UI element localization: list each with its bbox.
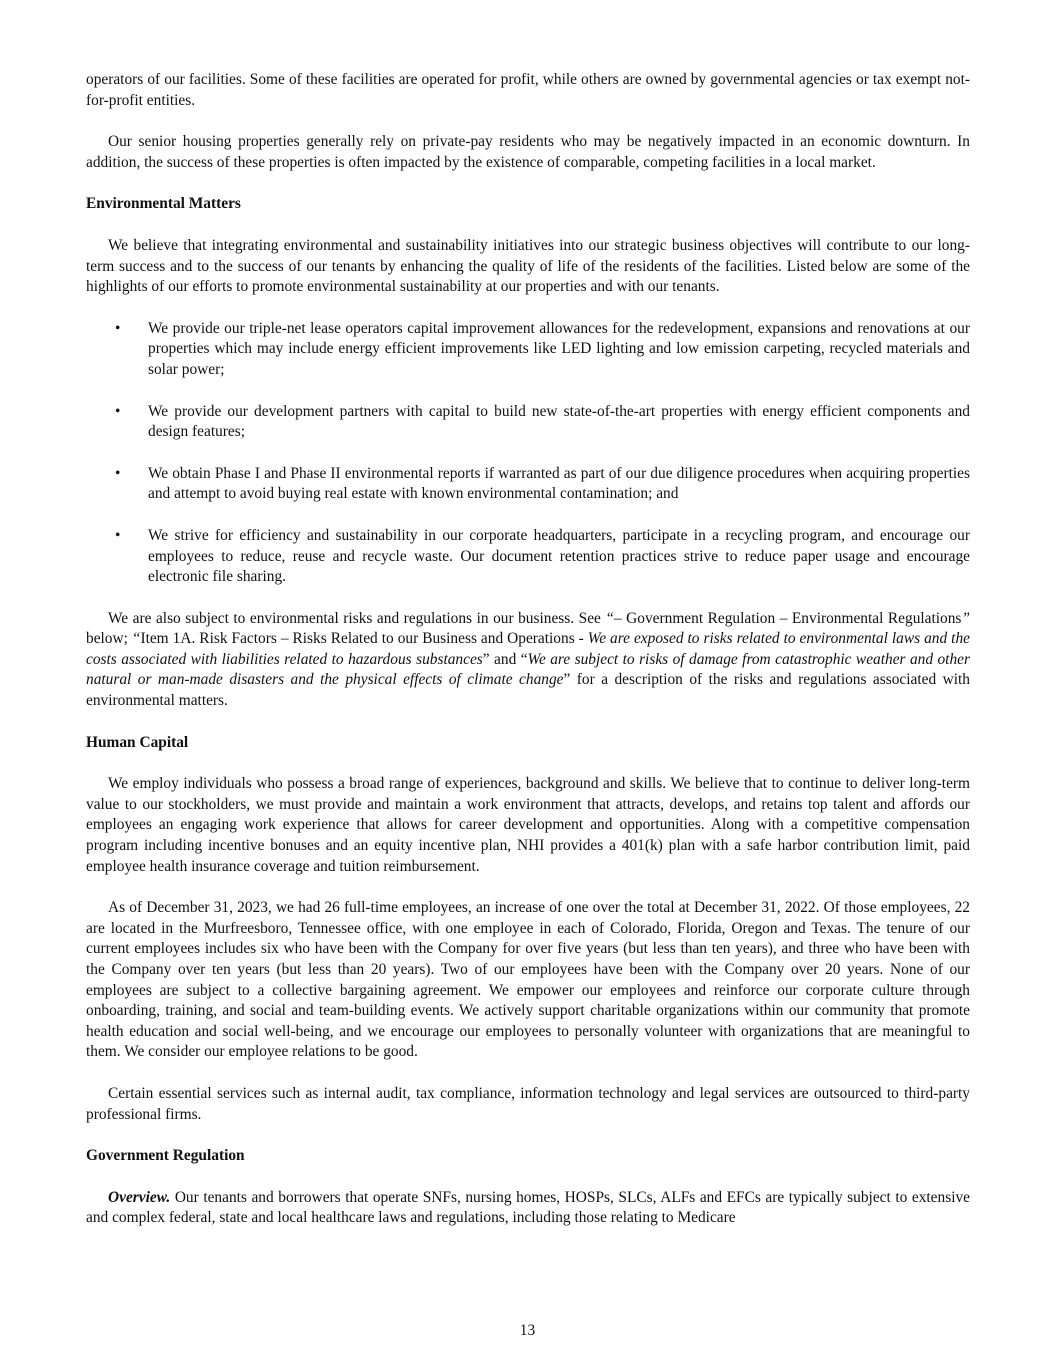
bullet-text: We provide our development partners with capital to build new state-of-the-art properties with energy efficient components and design features; [148, 402, 970, 441]
risk-text-2: – Government Regulation – Environmental Regulations [613, 609, 962, 627]
human-capital-paragraph-2: As of December 31, 2023, we had 26 full-time employees, an increase of one over the total at December 31, 2022. Of those employees, 22 are located in the Murfreesboro, Tennessee office, with one employee in each of Colorado, Florida, Oregon and Texas. The tenure of our current employees includes six who have been with the Company for over five years (but less than ten years), and three who have been with the Company over ten years (but less than 20 years). Two of our employees have been with the Company over 20 years. None of our employees are subject to a collective bargaining agreement. We empower our employees and reinforce our corporate culture through onboarding, training, and social and team-building events. We actively support charitable organizations within our community that promote health education and social well-being, and we encourage our employees to personally volunteer with organizations that are meaningful to them. We consider our employee relations to be good. [86, 899, 970, 1061]
page-number: 13 [519, 1322, 536, 1339]
human-capital-paragraph-3: Certain essential services such as internal audit, tax compliance, information technology and legal services are outsourced to third-party professional firms. [86, 1084, 970, 1123]
list-item [86, 526, 970, 588]
bullet-text: We strive for efficiency and sustainability in our corporate headquarters, participate in a recycling program, and encourage our employees to reduce, reuse and recycle waste. Our document retention practices strive to reduce paper usage and encourage electronic file sharing. [148, 526, 970, 586]
bullet-icon: • [115, 526, 121, 544]
government-regulation-heading: Government Regulation [86, 1147, 245, 1165]
overview-label: Overview. [108, 1188, 171, 1206]
bullet-text: We provide our triple-net lease operators capital improvement allowances for the redevelopment, expansions and renovations at our properties which may include energy efficient improvements like LED lighting and low emission carpeting, recycled materials and solar power; [148, 319, 970, 378]
human-capital-paragraph-1: We employ individuals who possess a broad range of experiences, background and skills. We believe that to continue to deliver long-term value to our stockholders, we must provide and maintain a work environment that attracts, develops, and retains top talent and affords our employees an engaging work experience that allows for career development and opportunities. Along with a competitive compensation program including incentive bonuses and an equity incentive plan, NHI provides a 401(k) plan with a safe harbor contribution limit, paid employee health insurance coverage and tuition reimbursement. [86, 775, 970, 875]
risk-text-3: below; [86, 630, 132, 648]
bullet-icon: • [115, 402, 121, 420]
overview-text: Our tenants and borrowers that operate SNFs, nursing homes, HOSPs, SLCs, ALFs and EFCs are typically subject to extensive and complex federal, state and local healthcare laws and regulations, including those relating to Medicare [86, 1188, 970, 1227]
risk-close-quote-1: ” [961, 609, 970, 627]
environmental-matters-heading: Environmental Matters [86, 195, 241, 213]
list-item [86, 319, 970, 381]
risk-open-quote-2: “ [131, 630, 141, 648]
risk-italic-1: We are exposed to risks related to environmental laws and the costs associated with liabilities related to hazardous substances [86, 630, 970, 668]
bullet-text: We obtain Phase I and Phase II environmental reports if warranted as part of our due diligence procedures when acquiring properties and attempt to avoid buying real estate with known environmental contamination; and [148, 464, 970, 503]
risk-text-4: Item 1A. Risk Factors – Risks Related to our Business and Operations - [140, 630, 588, 648]
risk-text-1: We are also subject to environmental risks and regulations in our business. See [108, 609, 606, 627]
government-overview-paragraph [86, 1188, 970, 1229]
list-item [86, 464, 970, 505]
environmental-paragraph: We believe that integrating environmental and sustainability initiatives into our strategic business objectives will contribute to our long-term success and to the success of our tenants by enhancing the quality of life of the residents of the facilities. Listed below are some of the highlights of our efforts to promote environmental sustainability at our properties and with our tenants. [86, 236, 970, 296]
risk-text-5: ” and “ [482, 650, 528, 668]
human-capital-heading: Human Capital [86, 733, 189, 751]
document-page [86, 70, 970, 1229]
risk-text-6: ” for a description of the risks and regulations associated with environmental matters. [86, 671, 970, 710]
environmental-risk-paragraph [86, 609, 970, 712]
intro-paragraph-1: operators of our facilities. Some of these facilities are operated for profit, while others are owned by governmental agencies or tax exempt not-for-profit entities. [86, 71, 970, 109]
environmental-bullet-list [86, 319, 970, 588]
bullet-icon: • [115, 319, 121, 337]
bullet-icon: • [115, 464, 121, 482]
intro-paragraph-2: Our senior housing properties generally rely on private-pay residents who may be negatively impacted in an economic downturn. In addition, the success of these properties is often impacted by the existence of comparable, competing facilities in a local market. [86, 133, 970, 171]
list-item [86, 402, 970, 443]
risk-italic-2: We are subject to risks of damage from catastrophic weather and other natural or man-made disasters and the physical effects of climate change [86, 650, 970, 689]
risk-open-quote-1: “ [605, 609, 614, 627]
